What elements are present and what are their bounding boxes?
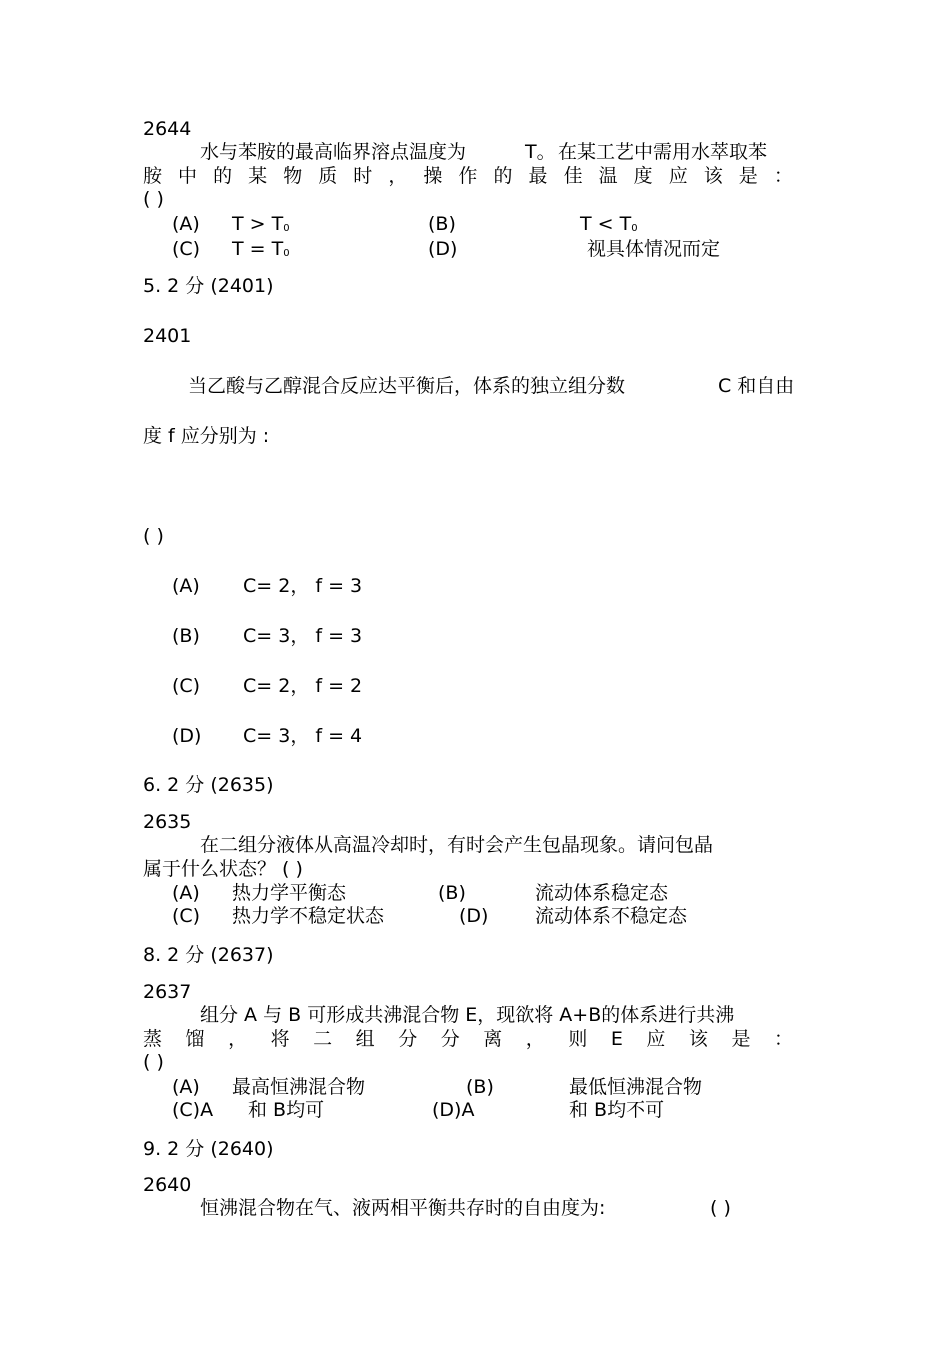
char: 温 — [598, 165, 618, 187]
option-label: (D) — [459, 905, 489, 927]
question-text: 组分 A 与 B 可形成共沸混合物 E，现欲将 A+B的体系进行共沸 — [200, 1004, 735, 1026]
question-text: 水与苯胺的最高临界溶点温度为 — [200, 141, 467, 163]
question-heading: 8. 2 分 (2637) — [143, 944, 274, 966]
question-id: 2640 — [143, 1174, 192, 1196]
char: 佳 — [563, 165, 583, 187]
question-text: 在某工艺中需用水萃取苯 — [558, 141, 768, 163]
option-text: 最低恒沸混合物 — [569, 1076, 703, 1098]
question-text: 当乙酸与乙醇混合反应达平衡后，体系的独立组分数 — [188, 375, 626, 397]
char: 将 — [270, 1028, 290, 1050]
option-text: C= 2， f = 3 — [243, 575, 363, 597]
option-text: C= 2， f = 2 — [243, 675, 363, 697]
option-text: C= 3， f = 4 — [243, 725, 363, 747]
option-label: (A) — [172, 213, 200, 235]
question-heading: 5. 2 分 (2401) — [143, 275, 274, 297]
question-heading: 6. 2 分 (2635) — [143, 774, 274, 796]
option-label: (C) — [172, 238, 201, 260]
option-label: (C)A — [172, 1099, 214, 1121]
option-label: (B) — [428, 213, 456, 235]
char: 中 — [178, 165, 198, 187]
answer-blank: ( ) — [710, 1197, 731, 1219]
option-text: $T = T_0$ — [232, 238, 290, 260]
option-text: $T > T_0$ — [232, 213, 290, 235]
question-text-justified — [143, 1030, 793, 1049]
answer-blank: ( ) — [143, 188, 164, 210]
char: ： — [773, 165, 793, 187]
char: ， — [228, 1028, 248, 1050]
option-text: 最高恒沸混合物 — [232, 1076, 366, 1098]
option-label: (D) — [428, 238, 458, 260]
question-id: 2637 — [143, 981, 192, 1003]
char: 度 — [633, 165, 653, 187]
char: 蒸 — [143, 1028, 163, 1050]
char: E — [610, 1028, 623, 1050]
option-label: (D)A — [432, 1099, 475, 1121]
option-label: (C) — [172, 905, 201, 927]
option-text: 流动体系稳定态 — [535, 882, 669, 904]
question-text: C 和自由 — [718, 375, 795, 397]
char: 二 — [313, 1028, 333, 1050]
answer-blank: ( ) — [143, 525, 164, 547]
question-text: T。 — [525, 141, 556, 163]
question-heading: 9. 2 分 (2640) — [143, 1138, 274, 1160]
question-text: 在二组分液体从高温冷却时，有时会产生包晶现象。请问包晶 — [200, 834, 714, 856]
option-label: (B) — [172, 625, 200, 647]
char: 操 — [423, 165, 443, 187]
char: ： — [773, 1028, 793, 1050]
char: 胺 — [143, 165, 163, 187]
char: 离 — [483, 1028, 503, 1050]
option-text: 和 B均可 — [248, 1099, 325, 1121]
question-text: 属于什么状态？ ( ) — [143, 858, 303, 880]
question-text: 度 f 应分别为 : — [143, 425, 270, 447]
option-label: (B) — [466, 1076, 494, 1098]
char: ， — [525, 1028, 545, 1050]
char: 某 — [248, 165, 268, 187]
char: 应 — [646, 1028, 666, 1050]
char: 质 — [318, 165, 338, 187]
char: 馏 — [185, 1028, 205, 1050]
option-text: 和 B均不可 — [569, 1099, 665, 1121]
char: 作 — [458, 165, 478, 187]
option-label: (A) — [172, 1076, 200, 1098]
option-text: 流动体系不稳定态 — [535, 905, 688, 927]
option-label: (D) — [172, 725, 202, 747]
char: ， — [388, 165, 408, 187]
option-label: (A) — [172, 882, 200, 904]
char: 最 — [528, 165, 548, 187]
option-text: $T < T_0$ — [580, 213, 638, 235]
char: 的 — [493, 165, 513, 187]
char: 时 — [353, 165, 373, 187]
question-text-justified — [143, 167, 793, 186]
question-text: 恒沸混合物在气、液两相平衡共存时的自由度为: — [200, 1197, 606, 1219]
char: 该 — [703, 165, 723, 187]
option-label: (C) — [172, 675, 201, 697]
char: 的 — [213, 165, 233, 187]
option-text: 热力学平衡态 — [232, 882, 347, 904]
char: 是 — [738, 165, 758, 187]
question-id: 2401 — [143, 325, 192, 347]
question-id: 2644 — [143, 118, 192, 140]
option-label: (A) — [172, 575, 200, 597]
answer-blank: ( ) — [143, 1051, 164, 1073]
option-text: 热力学不稳定状态 — [232, 905, 385, 927]
option-text: 视具体情况而定 — [587, 238, 721, 260]
char: 组 — [355, 1028, 375, 1050]
char: 应 — [668, 165, 688, 187]
option-label: (B) — [438, 882, 466, 904]
question-id: 2635 — [143, 811, 192, 833]
option-text: C= 3， f = 3 — [243, 625, 363, 647]
char: 物 — [283, 165, 303, 187]
char: 是 — [731, 1028, 751, 1050]
char: 分 — [398, 1028, 418, 1050]
char: 则 — [568, 1028, 588, 1050]
char: 该 — [688, 1028, 708, 1050]
char: 分 — [440, 1028, 460, 1050]
